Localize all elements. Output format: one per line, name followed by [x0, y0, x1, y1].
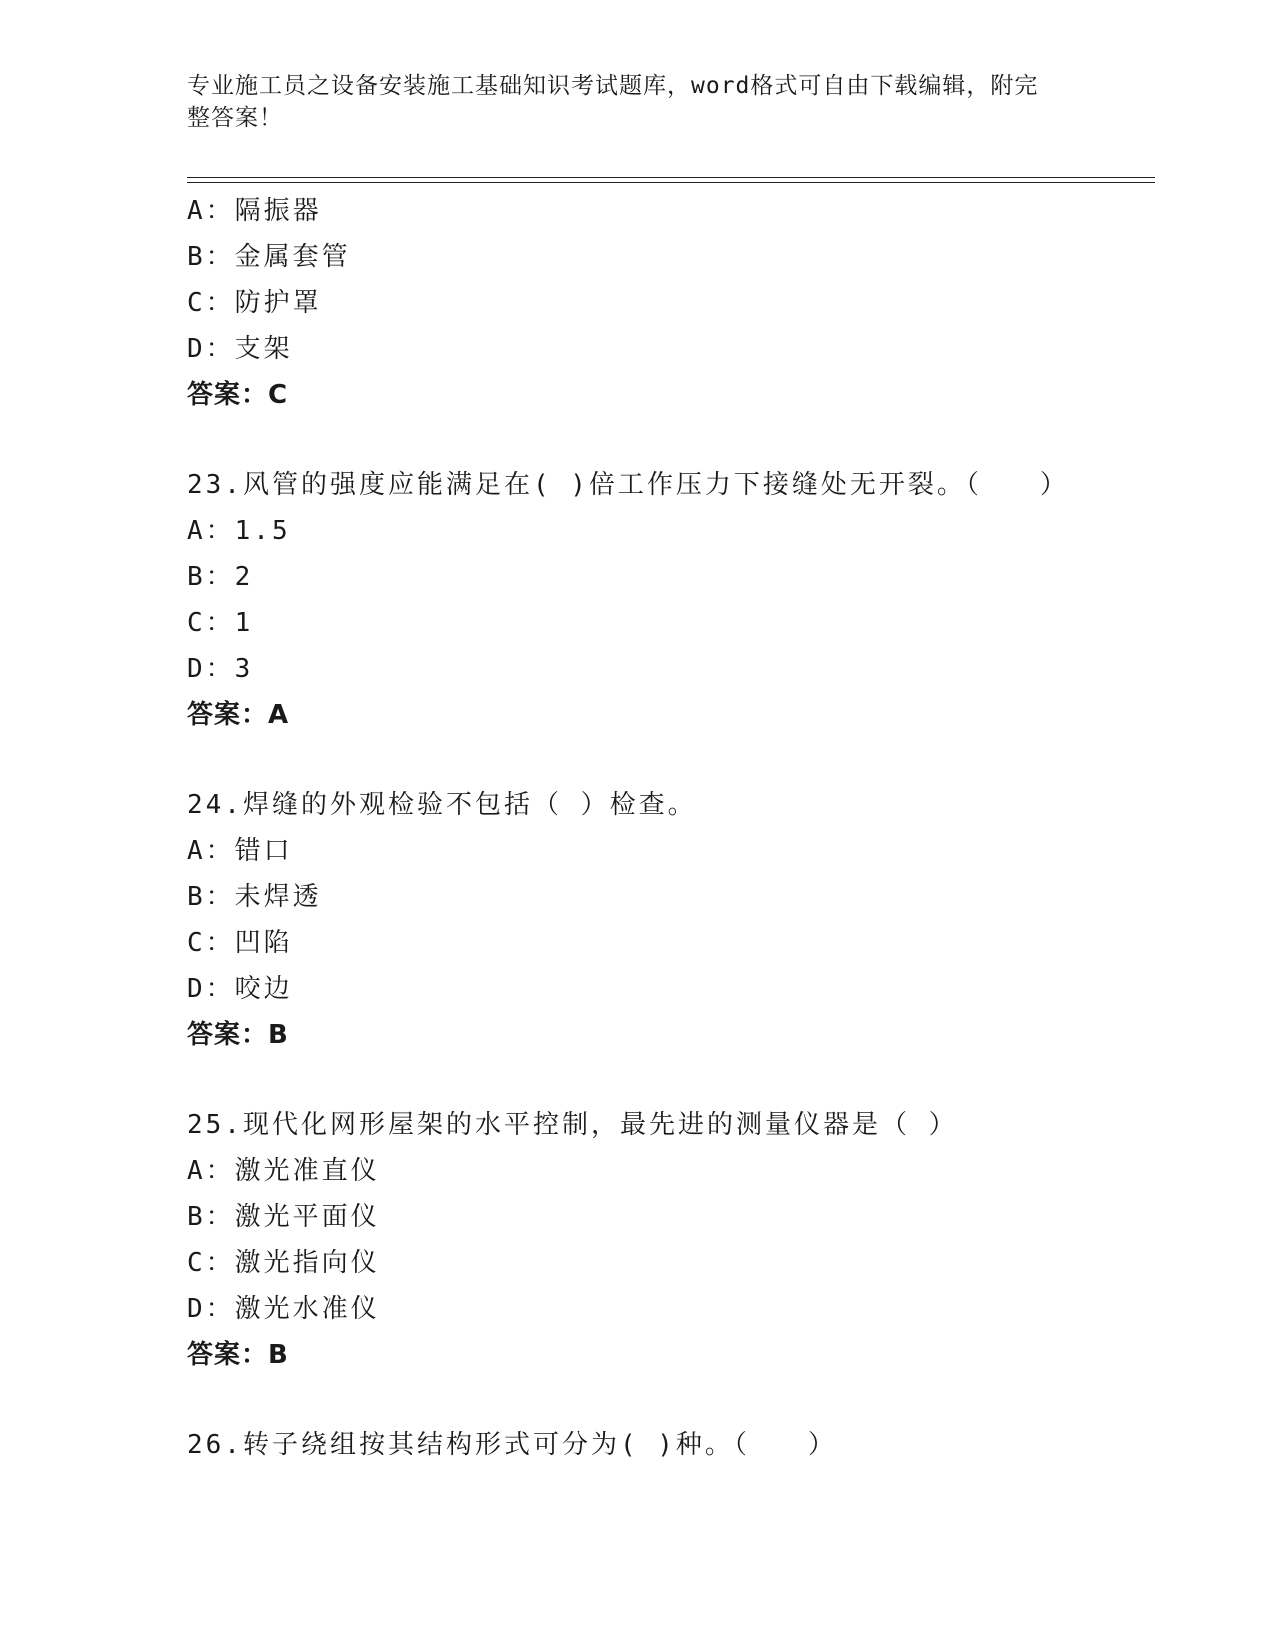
option-d: D：支架 [187, 334, 293, 364]
question-stem: 24.焊缝的外观检验不包括（ ）检查。 [187, 790, 697, 820]
option-d: D：激光水准仪 [187, 1294, 380, 1324]
question-stem: 26.转子绕组按其结构形式可分为( )种。（ ） [187, 1430, 837, 1460]
option-a: A：隔振器 [187, 196, 322, 226]
option-a: A：错口 [187, 836, 293, 866]
question-block-23 [187, 462, 1147, 738]
question-list [187, 188, 1147, 1468]
question-stem: 23.风管的强度应能满足在( )倍工作压力下接缝处无开裂。（ ） [187, 470, 1069, 500]
answer-line: 答案：A [187, 700, 290, 730]
header-divider-top [187, 177, 1155, 178]
option-c: C：凹陷 [187, 928, 293, 958]
question-stem: 25.现代化网形屋架的水平控制，最先进的测量仪器是（ ） [187, 1110, 958, 1140]
option-b: B：2 [187, 562, 254, 592]
option-b: B：未焊透 [187, 882, 322, 912]
option-a: A：激光准直仪 [187, 1156, 380, 1186]
option-c: C：1 [187, 608, 254, 638]
answer-line: 答案：B [187, 1020, 289, 1050]
option-b: B：金属套管 [187, 242, 351, 272]
answer-line: 答案：B [187, 1340, 289, 1370]
option-d: D：咬边 [187, 974, 293, 1004]
question-block-24 [187, 782, 1147, 1058]
question-block-26 [187, 1422, 1147, 1468]
option-d: D：3 [187, 654, 254, 684]
option-c: C：防护罩 [187, 288, 322, 318]
header-line-1: 专业施工员之设备安装施工基础知识考试题库，word格式可自由下载编辑，附完 [187, 73, 1039, 99]
option-a: A：1.5 [187, 516, 291, 546]
question-block-22 [187, 188, 1147, 418]
option-b: B：激光平面仪 [187, 1202, 380, 1232]
question-block-25 [187, 1102, 1147, 1378]
document-header [187, 70, 1067, 134]
header-line-2: 整答案！ [187, 105, 283, 131]
option-c: C：激光指向仪 [187, 1248, 380, 1278]
header-divider-bottom [187, 182, 1155, 183]
answer-line: 答案：C [187, 380, 289, 410]
